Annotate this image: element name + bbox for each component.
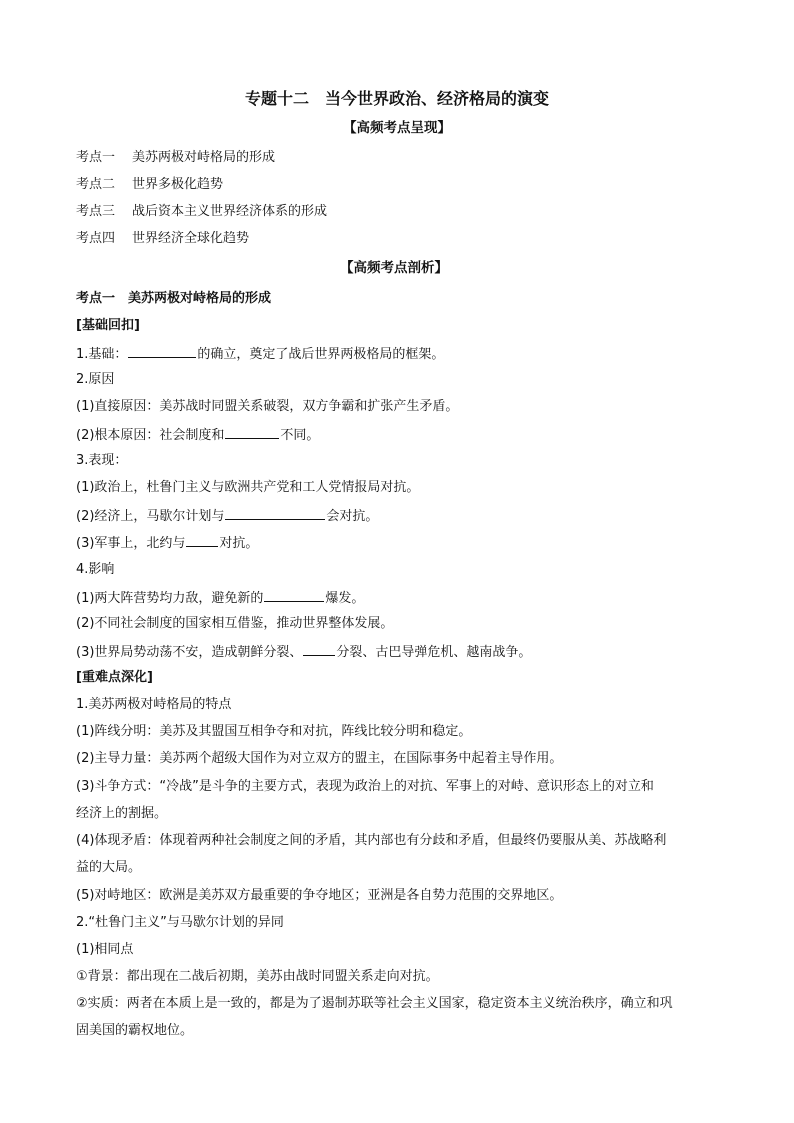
basic-item-3: 3.表现： <box>76 453 128 468</box>
basic-review-heading: [基础回扣] <box>76 318 140 333</box>
text-segment: (1)两大阵营势均力敌，避免新的 <box>76 591 264 606</box>
text-segment: 不同。 <box>280 428 320 443</box>
text-segment: (3)世界局势动荡不安，造成朝鲜分裂、 <box>76 645 303 660</box>
fill-blank[interactable] <box>186 532 218 547</box>
deep-item-2: 2.“杜鲁门主义”与马歇尔计划的异同 <box>76 915 284 930</box>
exam-point-1 <box>76 148 275 168</box>
text-segment: 1.基础： <box>76 347 128 362</box>
basic-item-4-3 <box>76 641 531 663</box>
exam-point-text: 世界多极化趋势 <box>132 177 224 192</box>
deep-item-1: 1.美苏两极对峙格局的特点 <box>76 697 232 712</box>
deep-item-2-1-b-line1: ②实质：两者在本质上是一致的，都是为了遏制苏联等社会主义国家，稳定资本主义统治秩序，确立和巩 <box>76 996 673 1011</box>
basic-item-3-3 <box>76 532 258 554</box>
basic-item-4: 4.影响 <box>76 562 115 577</box>
deep-item-1-2: (2)主导力量：美苏两个超级大国作为对立双方的盟主，在国际事务中起着主导作用。 <box>76 751 563 766</box>
fill-blank[interactable] <box>225 424 279 439</box>
deep-item-1-1: (1)阵线分明：美苏及其盟国互相争夺和对抗，阵线比较分明和稳定。 <box>76 724 472 739</box>
exam-point-label: 考点四 <box>76 231 116 246</box>
text-segment: (3)军事上，北约与 <box>76 536 186 551</box>
deep-item-1-3-line2: 经济上的割据。 <box>76 806 168 821</box>
basic-item-2-1: (1)直接原因：美苏战时同盟关系破裂，双方争霸和扩张产生矛盾。 <box>76 399 459 414</box>
deep-item-2-1-b-line2: 固美国的霸权地位。 <box>76 1023 194 1038</box>
exam-point-2 <box>76 175 223 195</box>
text-segment: 分裂、古巴导弹危机、越南战争。 <box>336 645 532 660</box>
fill-blank[interactable] <box>128 343 196 358</box>
deep-item-2-1: (1)相同点 <box>76 942 134 957</box>
fill-blank[interactable] <box>225 505 325 520</box>
basic-item-4-2: (2)不同社会制度的国家相互借鉴，推动世界整体发展。 <box>76 616 394 631</box>
section-heading-presentation: 【高频考点呈现】 <box>343 120 451 136</box>
exam-point-text: 美苏两极对峙格局的形成 <box>132 150 276 165</box>
exam-point-text: 世界经济全球化趋势 <box>132 231 250 246</box>
exam-point-4 <box>76 229 249 249</box>
deep-dive-heading: [重难点深化] <box>76 670 153 685</box>
deep-item-2-1-a: ①背景：都出现在二战后初期，美苏由战时同盟关系走向对抗。 <box>76 969 439 984</box>
section-heading-analysis: 【高频考点剖析】 <box>340 260 448 276</box>
text-segment: (2)根本原因：社会制度和 <box>76 428 225 443</box>
exam-point-label: 考点三 <box>76 204 116 219</box>
text-segment: 的确立，奠定了战后世界两极格局的框架。 <box>197 347 445 362</box>
basic-item-4-1 <box>76 587 364 609</box>
point1-heading: 考点一 美苏两极对峙格局的形成 <box>76 291 272 306</box>
basic-item-3-2 <box>76 505 378 527</box>
basic-item-3-1: (1)政治上，杜鲁门主义与欧洲共产党和工人党情报局对抗。 <box>76 480 420 495</box>
text-segment: 爆发。 <box>325 591 365 606</box>
document-title: 专题十二 当今世界政治、经济格局的演变 <box>244 89 549 108</box>
fill-blank[interactable] <box>303 641 335 656</box>
exam-point-text: 战后资本主义世界经济体系的形成 <box>132 204 328 219</box>
deep-item-1-5: (5)对峙地区：欧洲是美苏双方最重要的争夺地区；亚洲是各自势力范围的交界地区。 <box>76 888 563 903</box>
fill-blank[interactable] <box>264 587 324 602</box>
deep-item-1-4-line2: 益的大局。 <box>76 860 142 875</box>
text-segment: 会对抗。 <box>326 509 379 524</box>
basic-item-1 <box>76 343 444 365</box>
text-segment: (2)经济上，马歇尔计划与 <box>76 509 225 524</box>
deep-item-1-3-line1: (3)斗争方式：“冷战”是斗争的主要方式，表现为政治上的对抗、军事上的对峙、意识形态上的对立和 <box>76 779 654 794</box>
exam-point-label: 考点二 <box>76 177 116 192</box>
text-segment: 对抗。 <box>219 536 259 551</box>
basic-item-2: 2.原因 <box>76 372 115 387</box>
deep-item-1-4-line1: (4)体现矛盾：体现着两种社会制度之间的矛盾，其内部也有分歧和矛盾，但最终仍要服从美、苏战略利 <box>76 833 667 848</box>
exam-point-label: 考点一 <box>76 150 116 165</box>
exam-point-3 <box>76 202 327 222</box>
basic-item-2-2 <box>76 424 319 446</box>
